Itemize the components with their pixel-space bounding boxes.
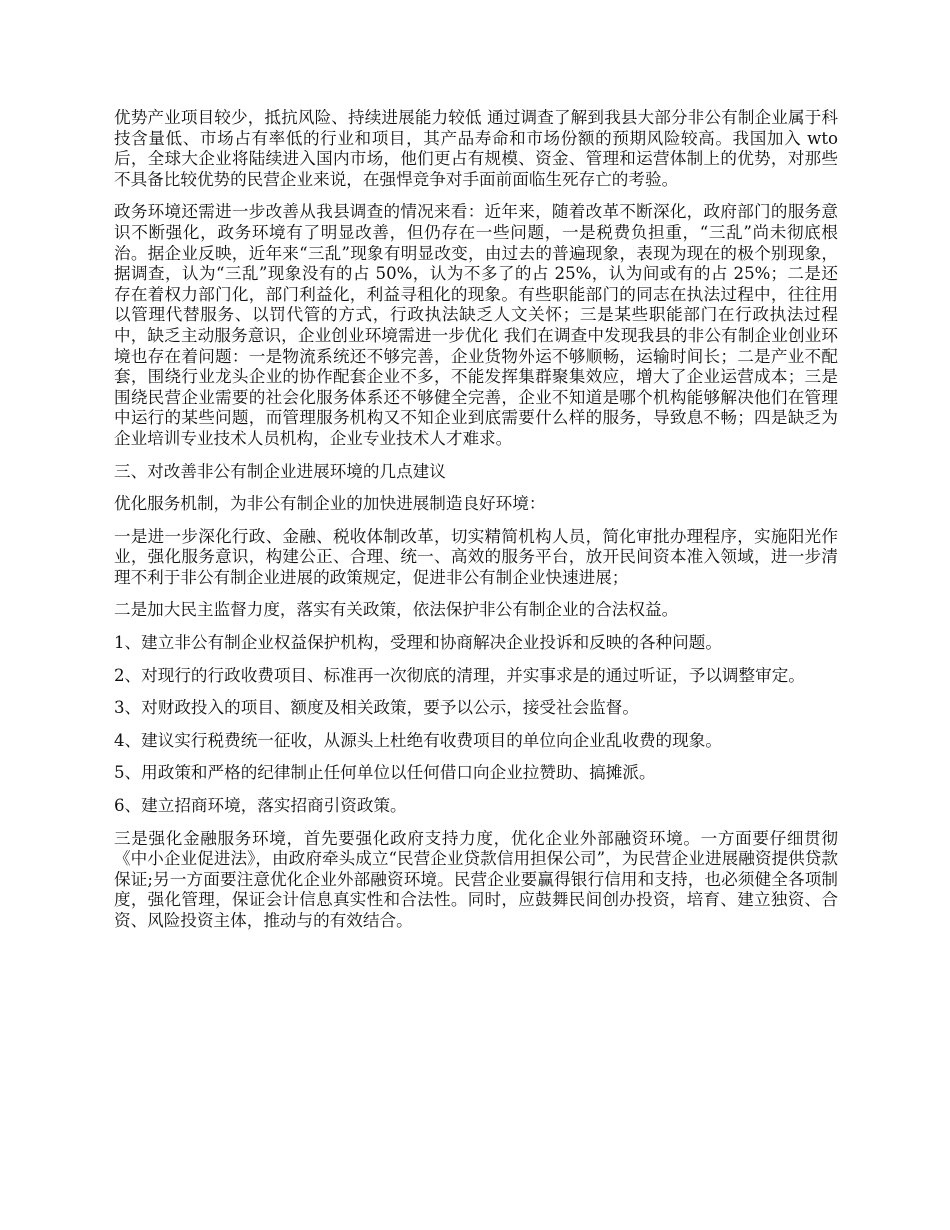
paragraph-government-environment: 政务环境还需进一步改善从我县调查的情况来看：近年来，随着改革不断深化，政府部门的服务意识不断强化，政务环境有了明显改善，但仍存在一些问题，一是税费负担重，“三乱”尚未彻底根治。据企业反映，近年来“三乱”现象有明显改变，由过去的普遍现象，表现为现在的极个别现象，据调查，认为“三乱”现象没有的占 50%，认为不多了的占 25%，认为间或有的占 25%；二是还存在着权力部门化，部门利益化，利益寻租化的现象。有些职能部门的同志在执法过程中，往往用以管理代替服务、以罚代管的方式，行政执法缺乏人文关怀；三是某些职能部门在行政执法过程中，缺乏主动服务意识，企业创业环境需进一步优化 我们在调查中发现我县的非公有制企业创业环境也存在着问题：一是物流系统还不够完善，企业货物外运不够顺畅，运输时间长；二是产业不配套，围绕行业龙头企业的协作配套企业不多，不能发挥集群聚集效应，增大了企业运营成本；三是围绕民营企业需要的社会化服务体系还不够健全完善，企业不知道是哪个机构能够解决他们在管理中运行的某些问题，而管理服务机构又不知企业到底需要什么样的服务，导致息不畅；四是缺乏为企业培训专业技术人员机构，企业专业技术人才难求。 [114,202,838,448]
section-heading-suggestions: 三、对改善非公有制企业进展环境的几点建议 [114,461,446,481]
list-item-2: 2、对现行的行政收费项目、标准再一次彻底的清理，并实事求是的通过听证，予以调整审定。 [114,665,805,685]
paragraph-industry-risk: 优势产业项目较少，抵抗风险、持续进展能力较低 通过调查了解到我县大部分非公有制企业属于科技含量低、市场占有率低的行业和项目，其产品寿命和市场份额的预期风险较高。我国加入 wto 后，全球大企业将陆续进入国内市场，他们更占有规模、资金、管理和运营体制上的优势，对那些不具备比较优势的民营企业来说，在强悍竞争对手面前面临生死存亡的考验。 [114,108,838,189]
list-item-1: 1、建立非公有制企业权益保护机构，受理和协商解决企业投诉和反映的各种问题。 [114,633,722,653]
document-body [114,108,838,944]
paragraph-supervision: 二是加大民主监督力度，落实有关政策，依法保护非公有制企业的合法权益。 [114,600,679,620]
paragraph-financial-services: 三是强化金融服务环境，首先要强化政府支持力度，优化企业外部融资环境。一方面要仔细贯彻《中小企业促进法》，由政府牵头成立“民营企业贷款信用担保公司”，为民营企业进展融资提供贷款保证;另一方面要注意优化企业外部融资环境。民营企业要赢得银行信用和支持，也必须健全各项制度，强化管理，保证会计信息真实性和合法性。同时，应鼓舞民间创办投资，培育、建立独资、合资、风险投资主体，推动与的有效结合。 [114,828,838,930]
list-item-6: 6、建立招商环境，落实招商引资政策。 [114,796,407,816]
paragraph-reform: 一是进一步深化行政、金融、税收体制改革，切实精简机构人员，简化审批办理程序，实施阳光作业，强化服务意识，构建公正、合理、统一、高效的服务平台，放开民间资本准入领域，进一步清理不利于非公有制企业进展的政策规定，促进非公有制企业快速进展； [114,526,838,587]
list-item-3: 3、对财政投入的项目、额度及相关政策，要予以公示，接受社会监督。 [114,698,639,718]
paragraph-optimize-service: 优化服务机制，为非公有制企业的加快进展制造良好环境： [114,494,546,514]
list-item-4: 4、建议实行税费统一征收，从源头上杜绝有收费项目的单位向企业乱收费的现象。 [114,730,722,750]
list-item-5: 5、用政策和严格的纪律制止任何单位以任何借口向企业拉赞助、搞摊派。 [114,763,656,783]
